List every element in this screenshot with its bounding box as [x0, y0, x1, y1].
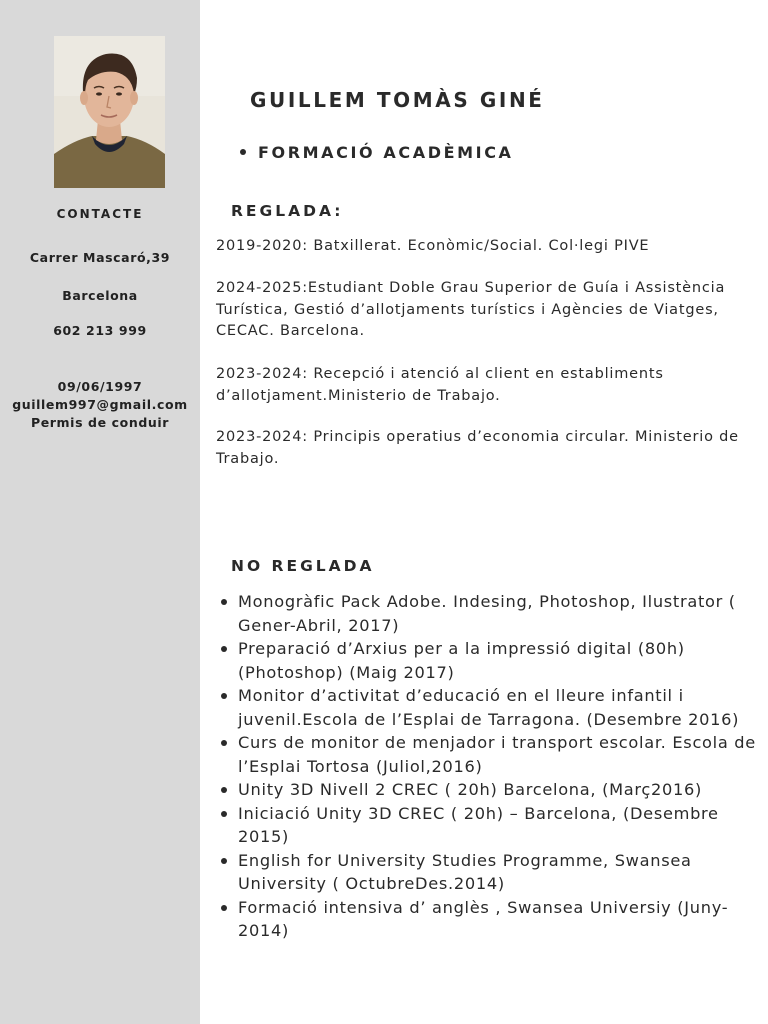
bullet-icon	[221, 646, 227, 652]
list-item	[216, 590, 764, 637]
contact-driving-license: Permis de conduir	[30, 415, 170, 430]
bullet-icon	[221, 905, 227, 911]
section-title-label: FORMACIÓ ACADÈMICA	[258, 143, 514, 162]
bullet-icon	[221, 599, 227, 605]
list-item-text: Formació intensiva d’ anglès , Swansea Universiy (Juny-2014)	[238, 897, 729, 940]
bullet-icon	[240, 149, 246, 155]
contact-birthdate: 09/06/1997	[57, 379, 143, 394]
reglada-entry: 2023-2024: Recepció i atenció al client en establiments d’allotjament.Ministerio de Trabajo.	[216, 366, 664, 404]
list-item-text: Iniciació Unity 3D CREC ( 20h) – Barcelona, (Desembre 2015)	[238, 803, 719, 846]
sidebar	[0, 0, 200, 1024]
list-item-text: English for University Studies Programme, Swansea University ( OctubreDes.2014)	[238, 850, 692, 893]
list-item	[216, 731, 764, 778]
bullet-icon	[221, 811, 227, 817]
no-reglada-list	[216, 590, 764, 943]
reglada-entry: 2024-2025:Estudiant Doble Grau Superior de Guía i Assistència Turística, Gestió d’allotjaments turístics i Agències de Viatges, CECAC. Barcelona.	[216, 280, 726, 339]
main-content	[200, 0, 768, 1024]
reglada-entry: 2023-2024: Principis operatius d’economia circular. Ministerio de Trabajo.	[216, 429, 739, 467]
list-item	[216, 684, 764, 731]
bullet-icon	[221, 858, 227, 864]
section-title	[240, 143, 514, 162]
contact-email: guillem997@gmail.com	[12, 397, 188, 412]
list-item	[216, 637, 764, 684]
no-reglada-title: NO REGLADA	[231, 557, 375, 575]
profile-photo	[54, 36, 165, 188]
bullet-icon	[221, 693, 227, 699]
list-item-text: Monogràfic Pack Adobe. Indesing, Photoshop, Ilustrator ( Gener-Abril, 2017)	[238, 592, 736, 635]
list-item	[216, 896, 764, 943]
list-item-text: Preparació d’Arxius per a la impressió digital (80h) (Photoshop) (Maig 2017)	[238, 639, 685, 682]
contact-address: Carrer Mascaró,39	[29, 250, 171, 265]
list-item-text: Curs de monitor de menjador i transport escolar. Escola de l’Esplai Tortosa (Juliol,2016)	[238, 733, 756, 776]
list-item	[216, 778, 764, 802]
contact-city: Barcelona	[62, 288, 138, 303]
reglada-title: REGLADA:	[231, 202, 344, 220]
candidate-name: GUILLEM TOMÀS GINÉ	[250, 88, 545, 112]
profile-photo-illustration	[54, 36, 165, 188]
bullet-icon	[221, 787, 227, 793]
bullet-icon	[221, 740, 227, 746]
list-item-text: Monitor d’activitat d’educació en el lleure infantil i juvenil.Escola de l’Esplai de Tarragona. (Desembre 2016)	[238, 686, 740, 729]
list-item-text: Unity 3D Nivell 2 CREC ( 20h) Barcelona, (Març2016)	[238, 780, 702, 799]
contact-title: CONTACTE	[56, 207, 144, 221]
reglada-entry: 2019-2020: Batxillerat. Econòmic/Social. Col·legi PIVE	[216, 238, 650, 254]
list-item	[216, 802, 764, 849]
contact-phone: 602 213 999	[53, 323, 147, 338]
list-item	[216, 849, 764, 896]
